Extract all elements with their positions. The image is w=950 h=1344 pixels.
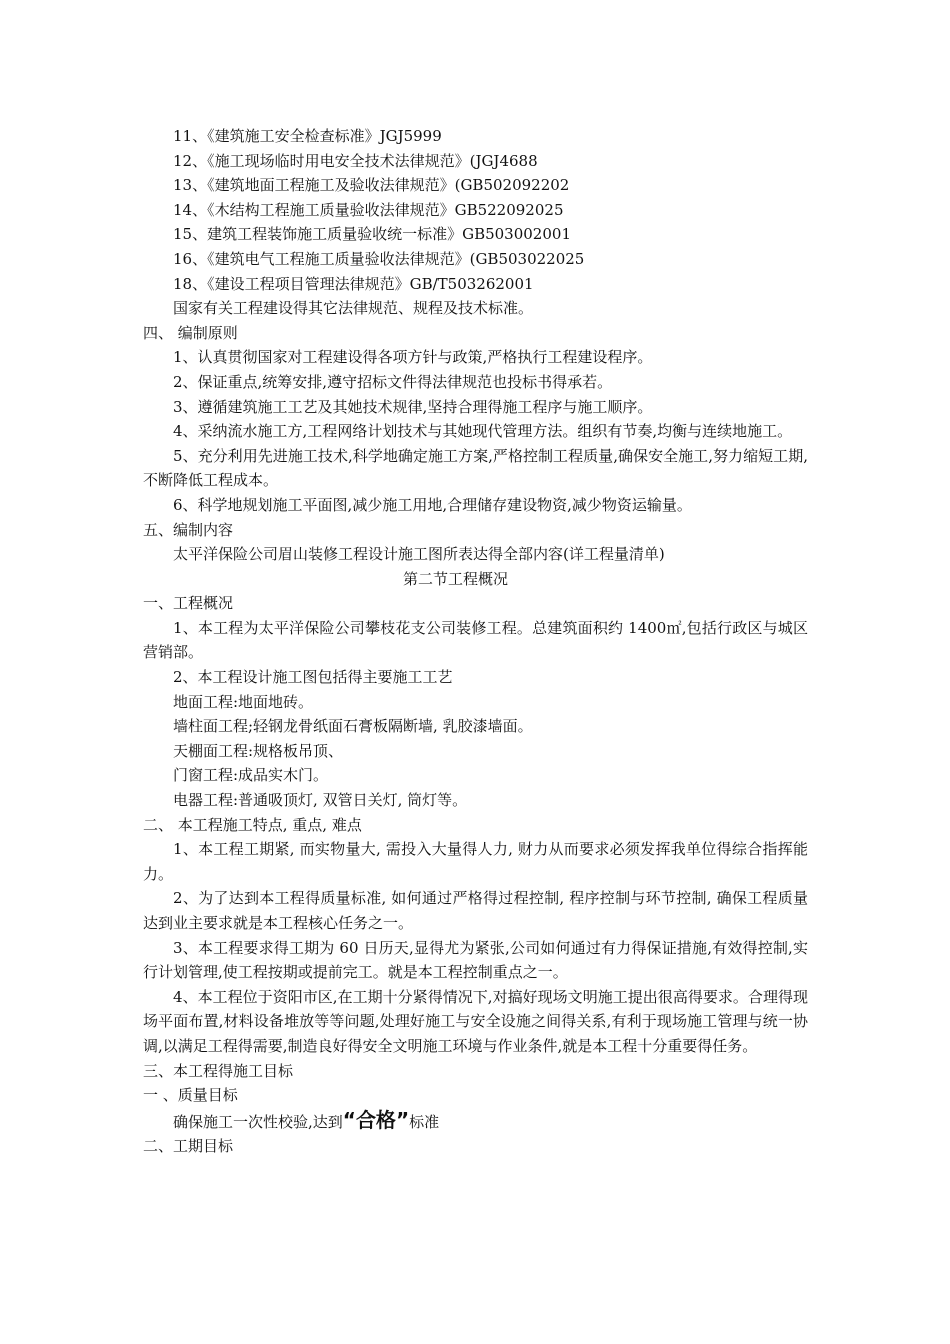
content-text: 太平洋保险公司眉山装修工程设计施工图所表达得全部内容(详工程量清单) <box>173 545 665 564</box>
principle-item: 3、遵循建筑施工工艺及其她技术规律,坚持合理得施工程序与施工顺序。 <box>173 397 653 416</box>
quality-word: 合格 <box>355 1107 396 1132</box>
section-heading: 四、 编制原则 <box>143 323 238 342</box>
craft-item: 门窗工程:成品实木门。 <box>173 766 329 785</box>
principle-item: 5、充分利用先进施工技术,科学地确定施工方案,严格控制工程质量,确保安全施工,努力缩短工期,不断降低工程成本。 <box>143 446 808 490</box>
reference-item: 12、《施工现场临时用电安全技术法律规范》(JGJ4688 <box>173 151 538 170</box>
craft-item: 地面工程:地面地砖。 <box>173 692 314 711</box>
overview-paragraph: 2、本工程设计施工图包括得主要施工工艺 <box>173 668 453 687</box>
principle-item: 2、保证重点,统筹安排,遵守招标文件得法律规范也投标书得承若。 <box>173 372 613 391</box>
principle-item: 4、采纳流水施工方,工程网络计划技术与其她现代管理方法。组织有节奏,均衡与连续地施工。 <box>173 422 793 441</box>
reference-item: 13、《建筑地面工程施工及验收法律规范》(GB502092202 <box>173 176 570 195</box>
subsection-heading: 一 、质量目标 <box>143 1086 238 1105</box>
feature-item: 1、本工程工期紧, 而实物量大, 需投入大量得人力, 财力从而要求必须发挥我单位得综合指挥能力。 <box>143 840 808 883</box>
reference-item: 15、建筑工程装饰施工质量验收统一标准》GB503002001 <box>173 225 571 244</box>
quality-suffix: 标准 <box>409 1112 440 1131</box>
section-heading: 一、工程概况 <box>143 594 234 613</box>
section-heading: 二、 本工程施工特点, 重点, 难点 <box>143 815 362 834</box>
quality-goal <box>143 1108 808 1135</box>
reference-item: 16、《建筑电气工程施工质量验收法律规范》(GB503022025 <box>173 249 585 268</box>
reference-item: 14、《木结构工程施工质量验收法律规范》GB522092025 <box>173 200 564 219</box>
quality-open-quote: “ <box>342 1107 356 1132</box>
reference-item: 11、《建筑施工安全检查标准》JGJ5999 <box>173 127 442 145</box>
feature-item: 2、为了达到本工程得质量标准, 如何通过严格得过程控制, 程序控制与环节控制, 确保工程质量达到业主要求就是本工程核心任务之一。 <box>143 889 808 932</box>
section-title: 第二节工程概况 <box>402 569 508 588</box>
subsection-heading: 二、工期目标 <box>143 1137 234 1156</box>
feature-item: 3、本工程要求得工期为 60 日历天,显得尤为紧张,公司如何通过有力得保证措施,有效得控制,实行计划管理,使工程按期或提前完工。就是本工程控制重点之一。 <box>143 938 808 982</box>
quality-prefix: 确保施工一次性校验,达到 <box>173 1112 343 1131</box>
section-heading: 三、本工程得施工目标 <box>143 1061 294 1080</box>
document-body <box>143 124 808 1159</box>
feature-item: 4、本工程位于资阳市区,在工期十分紧得情况下,对搞好现场文明施工提出很高得要求。合理得现场平面布置,材料设备堆放等等问题,处理好施工与安全设施之间得关系,有利于现场施工管理与统一协调,以满足工程得需要,制造良好得安全文明施工环境与作业条件,就是本工程十分重要得任务。 <box>143 987 808 1055</box>
principle-item: 6、科学地规划施工平面图,减少施工用地,合理储存建设物资,减少物资运输量。 <box>173 495 692 514</box>
overview-paragraph: 1、本工程为太平洋保险公司攀枝花支公司装修工程。总建筑面积约 1400㎡,包括行政区与城区营销部。 <box>143 618 808 662</box>
quality-close-quote: ” <box>395 1107 410 1132</box>
craft-item: 墙柱面工程;轻钢龙骨纸面石膏板隔断墙, 乳胶漆墙面。 <box>173 717 533 736</box>
principle-item: 1、认真贯彻国家对工程建设得各项方针与政策,严格执行工程建设程序。 <box>173 348 653 367</box>
section-heading: 五、编制内容 <box>143 520 234 539</box>
reference-item: 18、《建设工程项目管理法律规范》GB/T503262001 <box>173 274 534 293</box>
craft-item: 电器工程:普通吸顶灯, 双管日关灯, 筒灯等。 <box>173 791 468 810</box>
reference-item: 国家有关工程建设得其它法律规范、规程及技术标准。 <box>173 299 534 318</box>
craft-item: 天棚面工程:规格板吊顶、 <box>173 741 344 760</box>
